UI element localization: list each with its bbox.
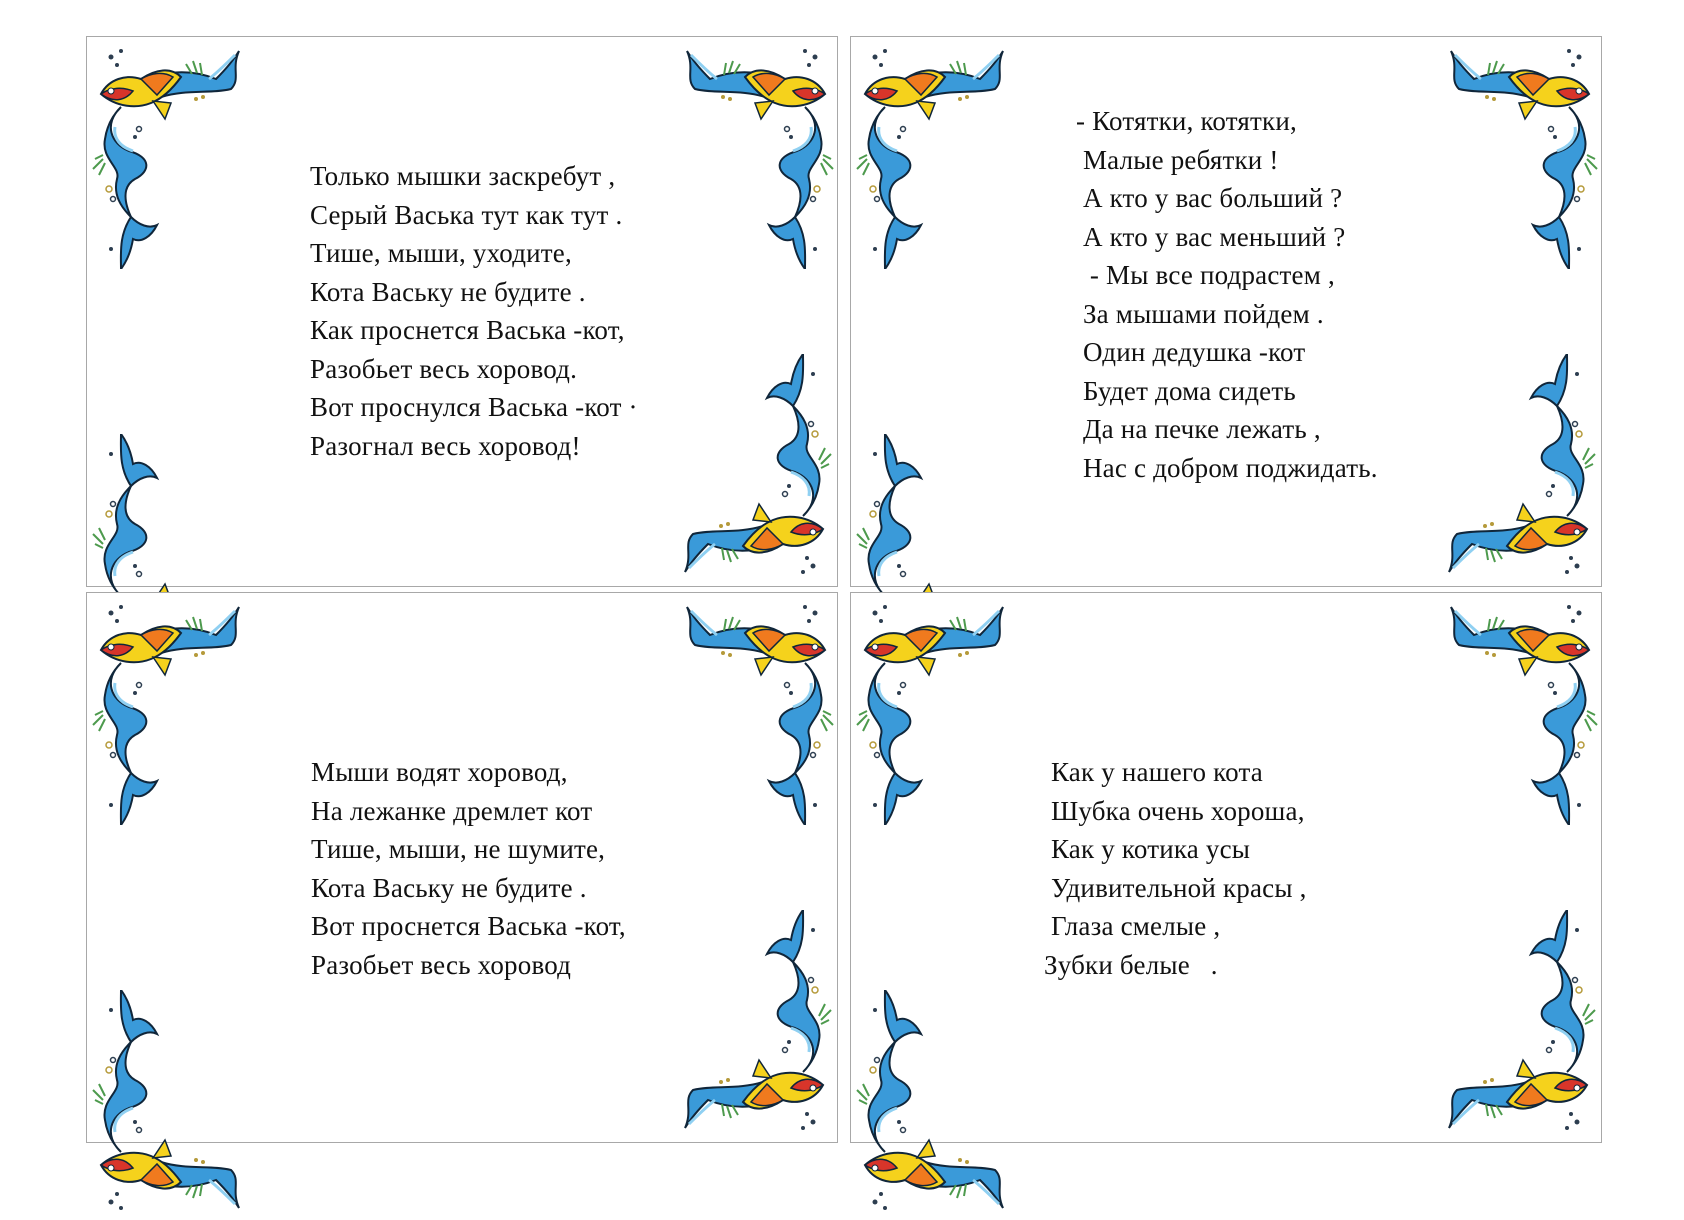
fish-wave-corner-ornament-icon	[855, 39, 1005, 269]
poem-line: - Котятки, котятки,	[1076, 106, 1297, 136]
fish-wave-corner-ornament-icon	[91, 595, 241, 825]
poem-line: Нас с добром поджидать.	[1076, 452, 1378, 483]
fish-wave-corner-ornament-icon	[685, 595, 835, 825]
poem-line: А кто у вас меньший ?	[1076, 221, 1346, 252]
poem-line: Один дедушка -кот	[1076, 337, 1306, 367]
fish-wave-corner-ornament-icon	[683, 354, 833, 584]
poem-line: На лежанке дремлет кот	[311, 795, 593, 826]
poem-line: Разобьет весь хоровод.	[310, 353, 578, 384]
poem-line: - Мы все подрастем ,	[1076, 260, 1335, 290]
poem-line: Да на печке лежать ,	[1076, 414, 1321, 444]
poem-line: Тише, мыши, уходите,	[310, 238, 572, 268]
poem-line: Разогнал весь хоровод!	[310, 430, 581, 461]
poem-line: За мышами пойдем .	[1076, 298, 1324, 329]
poem-line: Серый Васька тут как тут .	[310, 199, 623, 230]
fish-wave-corner-ornament-icon	[1449, 39, 1599, 269]
poem-line: Кота Ваську не будите .	[311, 872, 587, 903]
poem-line: Тише, мыши, не шумите,	[311, 834, 606, 864]
fish-wave-corner-ornament-icon	[685, 39, 835, 269]
poem-text	[1044, 753, 1307, 984]
poem-line: Мыши водят хоровод,	[311, 757, 568, 787]
poem-line: Разобьет весь хоровод	[311, 949, 572, 980]
poem-text	[310, 157, 638, 465]
poem-line: Малые ребятки !	[1076, 144, 1279, 175]
poem-card-1	[86, 36, 838, 587]
poem-line: Кота Ваську не будите .	[310, 276, 586, 307]
poem-text	[311, 753, 626, 984]
fish-wave-corner-ornament-icon	[1447, 354, 1597, 584]
poem-line: Глаза смелые ,	[1044, 911, 1221, 941]
poem-line: А кто у вас больший ?	[1076, 183, 1343, 213]
fish-wave-corner-ornament-icon	[91, 990, 241, 1220]
poem-line: Будет дома сидеть	[1076, 375, 1296, 406]
poem-text	[1076, 102, 1378, 487]
poem-line: Шубка очень хороша,	[1044, 795, 1305, 826]
fish-wave-corner-ornament-icon	[1449, 595, 1599, 825]
poem-line: Вот проснулся Васька -кот ·	[310, 392, 638, 422]
poem-line: Зубки белые .	[1044, 949, 1218, 980]
poem-line: Удивительной красы ,	[1044, 872, 1307, 903]
fish-wave-corner-ornament-icon	[91, 39, 241, 269]
poem-line: Как у котика усы	[1044, 834, 1251, 864]
fish-wave-corner-ornament-icon	[683, 910, 833, 1140]
poem-line: Как проснется Васька -кот,	[310, 315, 625, 345]
fish-wave-corner-ornament-icon	[855, 990, 1005, 1220]
poem-card-3	[86, 592, 838, 1143]
poem-card-2	[850, 36, 1602, 587]
poem-line: Только мышки заскребут ,	[310, 161, 616, 191]
fish-wave-corner-ornament-icon	[1447, 910, 1597, 1140]
poem-line: Как у нашего кота	[1044, 757, 1263, 787]
poem-line: Вот проснется Васька -кот,	[311, 911, 626, 941]
poem-card-4	[850, 592, 1602, 1143]
fish-wave-corner-ornament-icon	[855, 595, 1005, 825]
